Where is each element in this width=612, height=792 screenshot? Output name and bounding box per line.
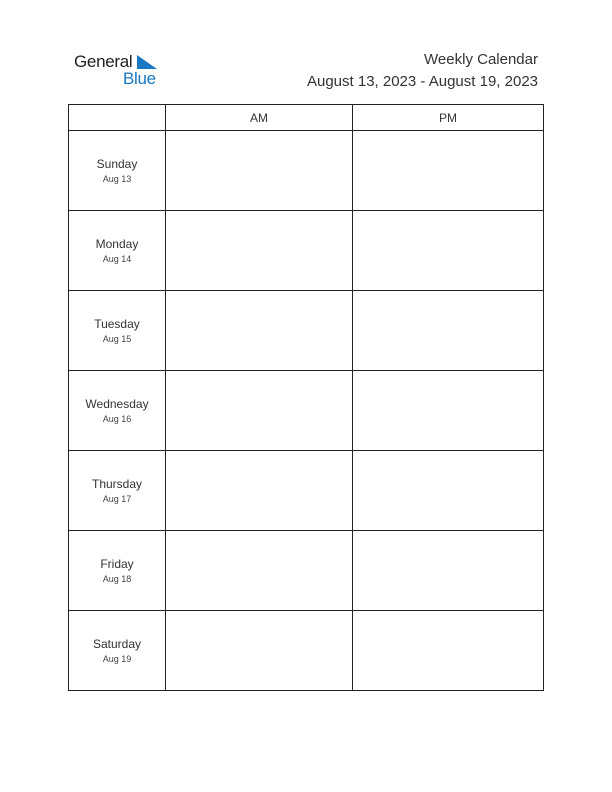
day-cell [69,611,166,691]
day-name: Monday [95,237,139,251]
pm-slot[interactable] [353,291,544,371]
day-date: Aug 18 [102,574,132,584]
am-slot[interactable] [166,451,353,531]
am-slot[interactable] [166,211,353,291]
pm-slot[interactable] [353,211,544,291]
am-slot[interactable] [166,611,353,691]
day-date: Aug 15 [102,334,132,344]
day-cell [69,131,166,211]
am-header: AM [166,105,353,131]
logo-text-blue: Blue [123,69,156,88]
pm-slot[interactable] [353,611,544,691]
day-cell [69,291,166,371]
day-name: Wednesday [85,397,149,411]
am-slot[interactable] [166,291,353,371]
table-row [69,371,544,451]
table-row [69,131,544,211]
logo-triangle-icon [137,55,157,69]
day-cell [69,211,166,291]
logo-text-general: General [74,52,133,71]
day-date: Aug 14 [102,254,132,264]
day-cell [69,531,166,611]
pm-slot[interactable] [353,131,544,211]
day-date: Aug 17 [102,494,132,504]
day-name: Saturday [92,637,142,651]
day-cell [69,451,166,531]
pm-slot[interactable] [353,371,544,451]
day-date: Aug 13 [102,174,132,184]
day-date: Aug 19 [102,654,132,664]
table-row [69,211,544,291]
weekly-calendar-table [68,104,544,691]
pm-slot[interactable] [353,531,544,611]
header-row [69,105,544,131]
day-name: Tuesday [94,317,140,331]
page-title: Weekly Calendar [424,51,538,68]
table-row [69,531,544,611]
day-cell [69,371,166,451]
day-name: Thursday [91,477,143,491]
day-name: Sunday [96,157,138,171]
table-row [69,291,544,371]
pm-slot[interactable] [353,451,544,531]
am-slot[interactable] [166,371,353,451]
day-name: Friday [100,557,134,571]
date-range: August 13, 2023 - August 19, 2023 [306,73,538,90]
table-row [69,451,544,531]
table-row [69,611,544,691]
pm-header: PM [353,105,544,131]
corner-header [69,105,166,131]
am-slot[interactable] [166,131,353,211]
logo [74,52,164,92]
day-date: Aug 16 [102,414,132,424]
am-slot[interactable] [166,531,353,611]
